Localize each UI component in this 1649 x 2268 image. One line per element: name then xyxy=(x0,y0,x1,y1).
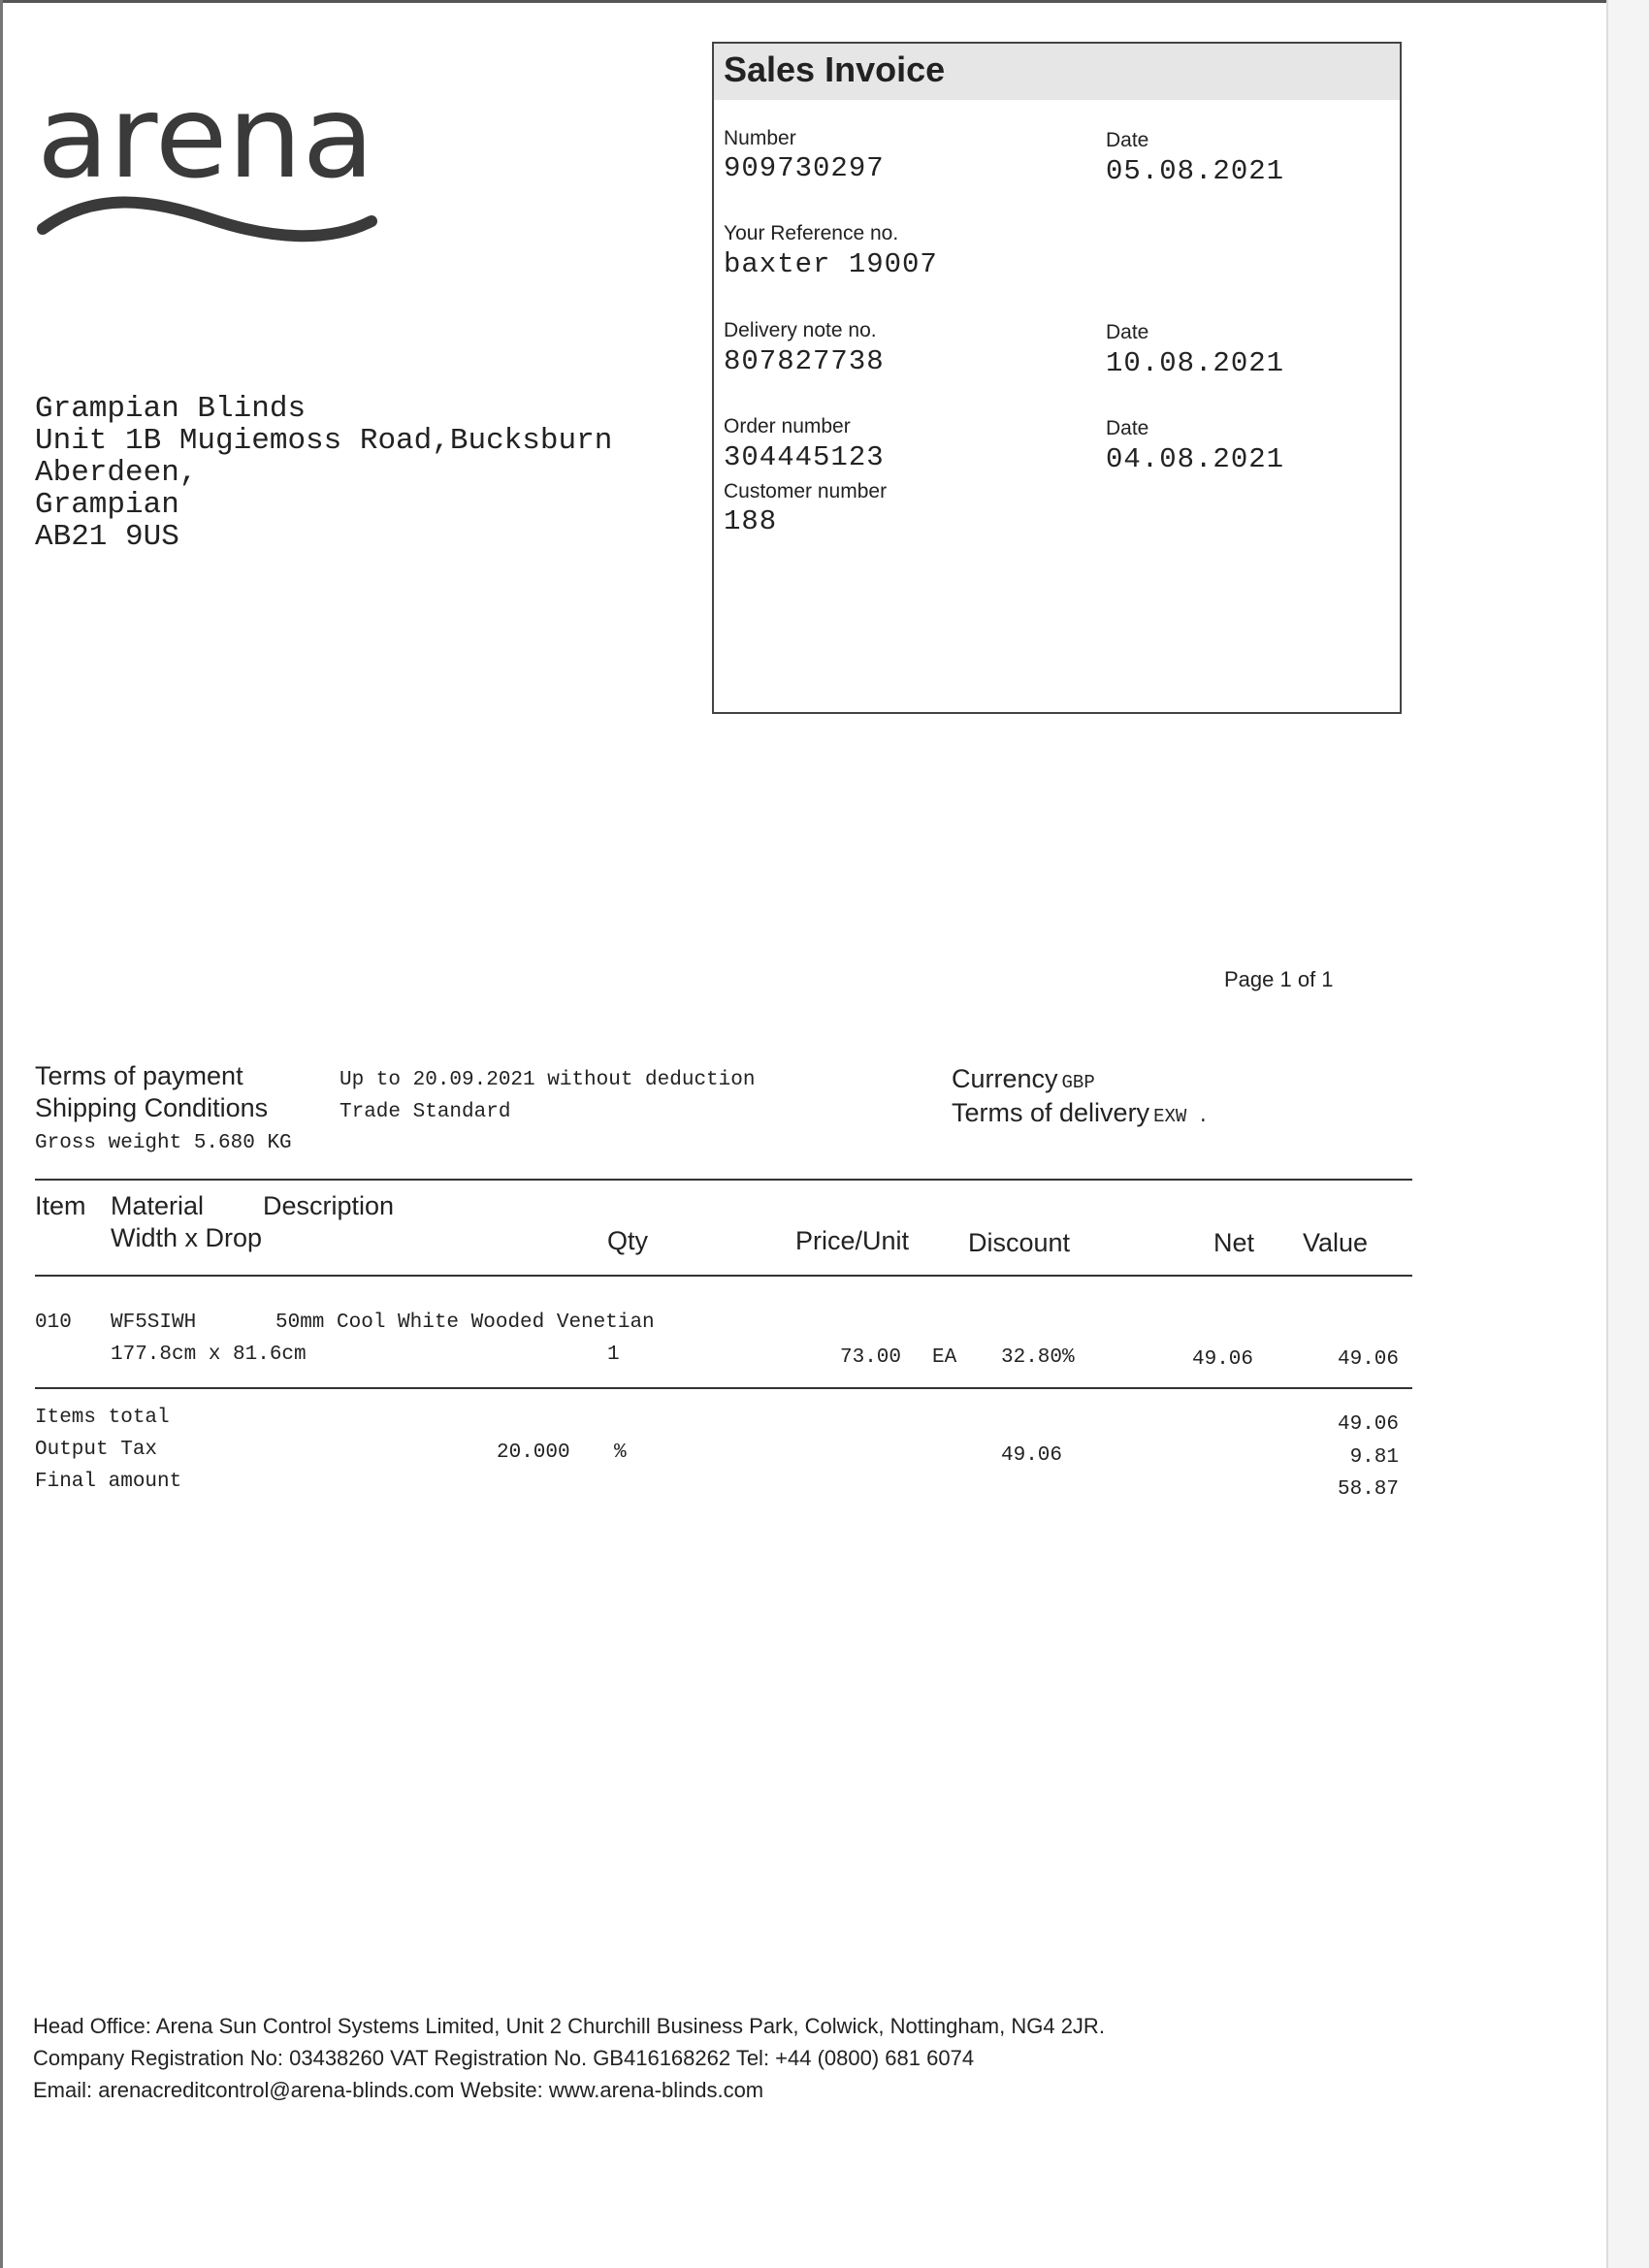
number-label: Number xyxy=(724,127,796,149)
currency-value: GBP xyxy=(1061,1072,1095,1093)
address-line: Aberdeen, xyxy=(35,456,198,490)
qty: 1 xyxy=(607,1344,620,1366)
col-width-drop: Width x Drop xyxy=(111,1223,263,1252)
currency-label: Currency xyxy=(952,1064,1058,1093)
order-label: Order number xyxy=(724,415,851,437)
footer-registration: Company Registration No: 03438260 VAT Registration No. GB416168262 Tel: +44 (0800) 681 6074 xyxy=(33,2046,975,2070)
col-description: Description xyxy=(263,1191,395,1220)
arena-logo xyxy=(37,83,386,248)
description: 50mm Cool White Wooded Venetian xyxy=(275,1312,655,1334)
unit: EA xyxy=(932,1346,957,1369)
invoice-date: 05.08.2021 xyxy=(1106,155,1285,187)
svg-text:arena: arena xyxy=(37,83,374,204)
invoice-title: Sales Invoice xyxy=(724,49,946,89)
scan-edge-left xyxy=(0,0,3,2268)
delivery-date: 10.08.2021 xyxy=(1106,347,1285,379)
delivery-date-label: Date xyxy=(1106,321,1149,343)
payment-terms-label: Terms of payment xyxy=(35,1061,243,1090)
items-total: 49.06 xyxy=(1337,1413,1399,1436)
customer-address xyxy=(35,393,612,553)
divider xyxy=(35,1179,1412,1181)
address-line: Grampian Blinds xyxy=(35,392,307,426)
shipping-value: Trade Standard xyxy=(340,1101,511,1123)
divider xyxy=(35,1387,1412,1389)
col-material: Material xyxy=(111,1191,205,1220)
order-value: 304445123 xyxy=(724,441,885,473)
customer-number-label: Customer number xyxy=(724,480,888,502)
footer-head-office: Head Office: Arena Sun Control Systems Limited, Unit 2 Churchill Business Park, Colwick, Nottingham, NG4 2JR. xyxy=(33,2014,1105,2038)
shipping-label: Shipping Conditions xyxy=(35,1093,269,1122)
payment-terms: Up to 20.09.2021 without deduction xyxy=(340,1069,756,1091)
divider xyxy=(35,1275,1412,1277)
col-item: Item xyxy=(35,1191,86,1220)
items-total-label: Items total xyxy=(35,1407,170,1429)
final-amount-label: Final amount xyxy=(35,1471,182,1493)
value: 49.06 xyxy=(1337,1348,1399,1371)
delivery-note-value: 807827738 xyxy=(724,345,885,377)
scan-edge-top xyxy=(0,0,1649,3)
col-value: Value xyxy=(1303,1228,1369,1257)
item-number: 010 xyxy=(35,1312,72,1334)
gross-weight: Gross weight 5.680 KG xyxy=(35,1132,292,1154)
col-net: Net xyxy=(1213,1228,1255,1257)
reference-label: Your Reference no. xyxy=(724,222,899,244)
page-indicator: Page 1 of 1 xyxy=(1224,967,1334,991)
delivery-note-label: Delivery note no. xyxy=(724,319,877,341)
terms-of-delivery xyxy=(952,1098,1209,1128)
tax-percent-sign: % xyxy=(614,1442,627,1464)
order-date-label: Date xyxy=(1106,417,1149,439)
scan-edge-right xyxy=(1606,0,1649,2268)
net: 49.06 xyxy=(1192,1348,1254,1371)
tax-label: Output Tax xyxy=(35,1439,158,1461)
discount: 32.80% xyxy=(1001,1346,1075,1369)
col-discount: Discount xyxy=(968,1228,1071,1257)
tax-base: 49.06 xyxy=(1001,1444,1063,1467)
delivery-terms-value: EXW . xyxy=(1153,1106,1210,1127)
date-label: Date xyxy=(1106,129,1149,151)
reference-value: baxter 19007 xyxy=(724,248,938,280)
size: 177.8cm x 81.6cm xyxy=(111,1344,307,1366)
footer xyxy=(33,2010,1105,2106)
invoice-box-header xyxy=(714,44,1400,100)
delivery-terms-label: Terms of delivery xyxy=(952,1098,1150,1127)
tax-rate: 20.000 xyxy=(497,1442,570,1464)
order-date: 04.08.2021 xyxy=(1106,443,1285,475)
tax-amount: 9.81 xyxy=(1349,1446,1399,1469)
invoice-number: 909730297 xyxy=(724,152,885,184)
address-line: Unit 1B Mugiemoss Road,Bucksburn xyxy=(35,424,613,458)
address-line: AB21 9US xyxy=(35,520,179,554)
footer-contact: Email: arenacreditcontrol@arena-blinds.com Website: www.arena-blinds.com xyxy=(33,2078,764,2102)
currency xyxy=(952,1064,1095,1094)
material-code: WF5SIWH xyxy=(111,1312,197,1334)
address-line: Grampian xyxy=(35,488,179,522)
col-qty: Qty xyxy=(607,1226,649,1255)
col-price-unit: Price/Unit xyxy=(795,1226,910,1255)
price: 73.00 xyxy=(840,1346,902,1369)
invoice-details-box xyxy=(712,42,1402,714)
final-amount: 58.87 xyxy=(1337,1478,1399,1501)
customer-number: 188 xyxy=(724,505,778,537)
